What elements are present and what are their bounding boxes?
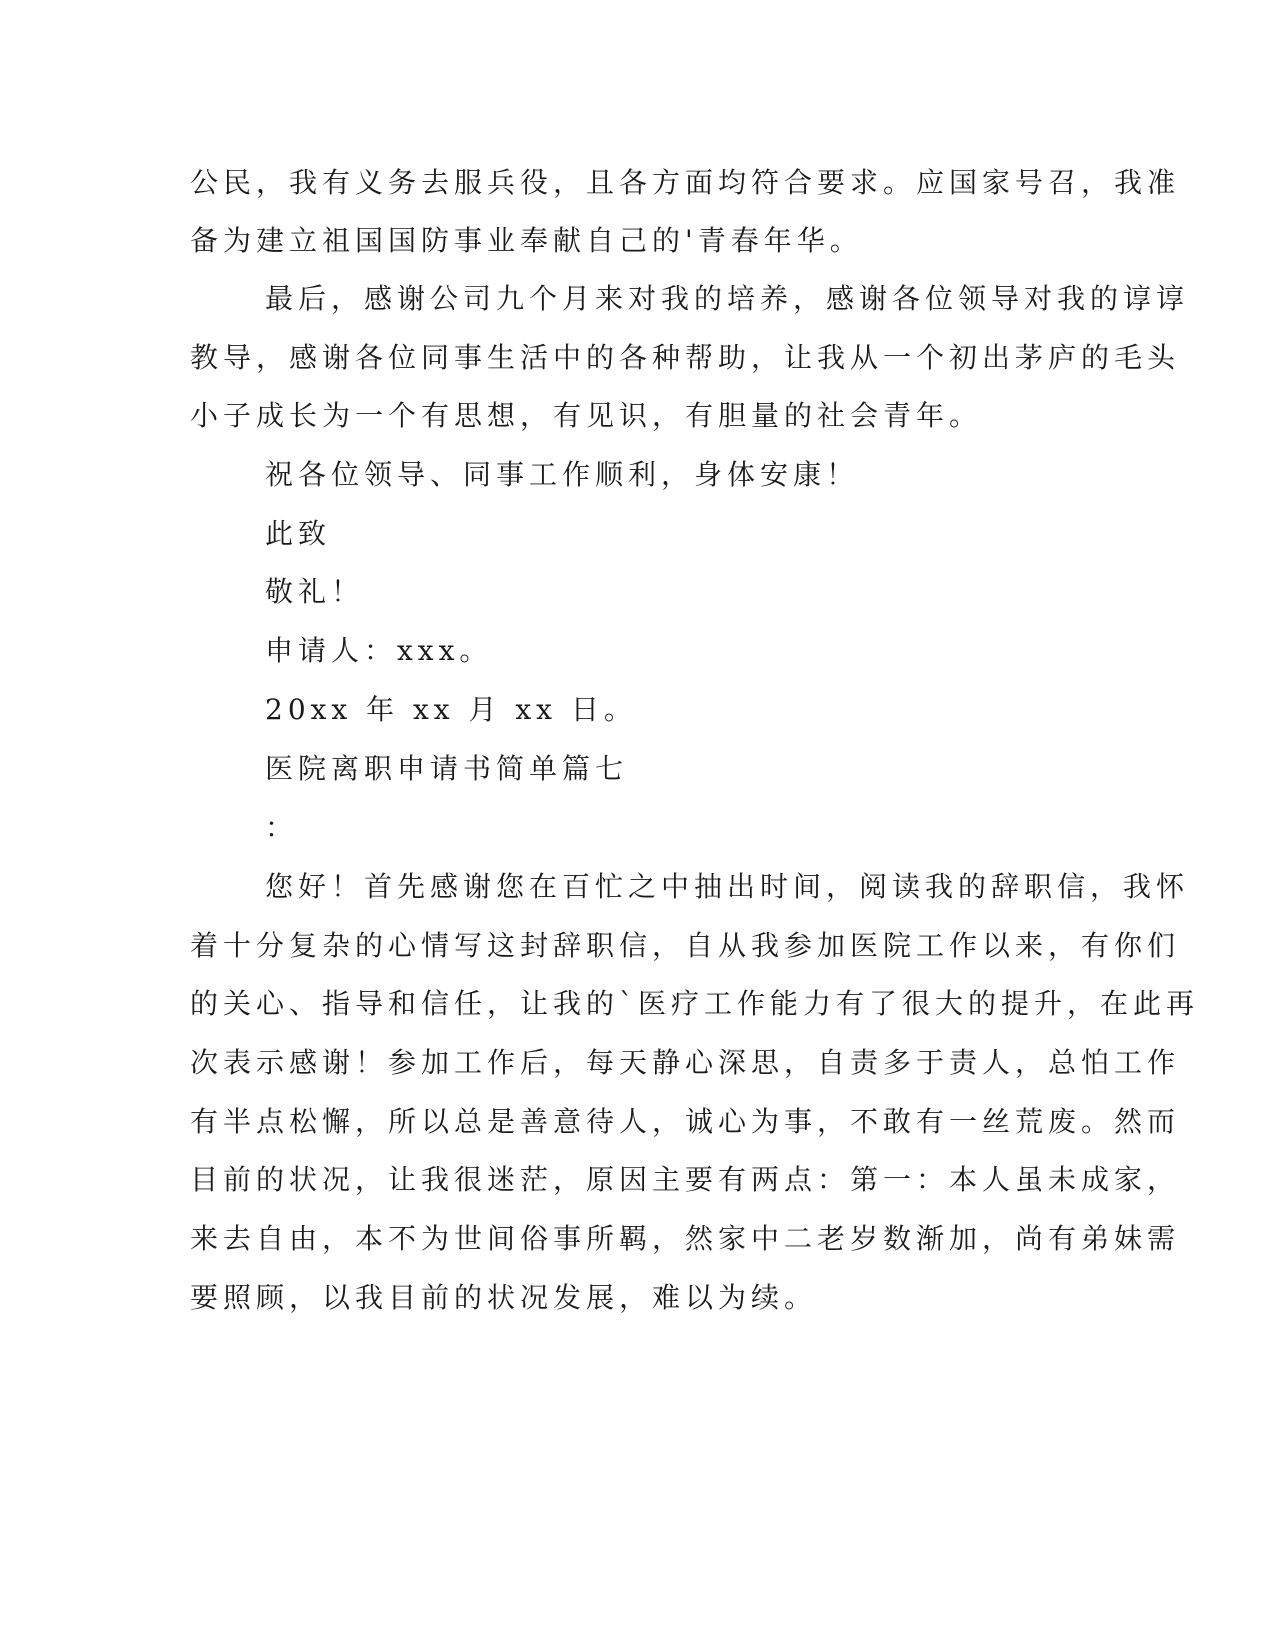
date-line: 20xx 年 xx 月 xx 日。 xyxy=(265,693,637,726)
paragraph-line: 要照顾，以我目前的状况发展，难以为续。 xyxy=(190,1281,818,1314)
paragraph-line: 次表示感谢！参加工作后，每天静心深思，自责多于责人，总怕工作 xyxy=(190,1046,1181,1079)
paragraph-line: 最后，感谢公司九个月来对我的培养，感谢各位领导对我的谆谆 xyxy=(265,282,1190,315)
salutation-line: 敬礼！ xyxy=(265,575,365,608)
paragraph-line: 有半点松懈，所以总是善意待人，诚心为事，不敢有一丝荒废。然而 xyxy=(190,1105,1181,1138)
paragraph-line: 您好！首先感谢您在百忙之中抽出时间，阅读我的辞职信，我怀 xyxy=(265,870,1190,903)
closing-wish: 祝各位领导、同事工作顺利，身体安康！ xyxy=(265,458,860,491)
salutation-line: 此致 xyxy=(265,517,332,550)
paragraph-line: 备为建立祖国国防事业奉献自己的'青春年华。 xyxy=(190,224,863,257)
paragraph-line: 来去自由，本不为世间俗事所羁，然家中二老岁数渐加，尚有弟妹需 xyxy=(190,1222,1181,1255)
paragraph-line: 着十分复杂的心情写这封辞职信，自从我参加医院工作以来，有你们 xyxy=(190,929,1181,962)
paragraph-line: 目前的状况，让我很迷茫，原因主要有两点：第一：本人虽未成家， xyxy=(190,1163,1181,1196)
paragraph-line: 教导，感谢各位同事生活中的各种帮助，让我从一个初出茅庐的毛头 xyxy=(190,341,1181,374)
paragraph-line: 小子成长为一个有思想，有见识，有胆量的社会青年。 xyxy=(190,399,983,432)
paragraph-line: 公民，我有义务去服兵役，且各方面均符合要求。应国家号召，我准 xyxy=(190,166,1181,199)
paragraph-line: 的关心、指导和信任，让我的`医疗工作能力有了很大的提升，在此再 xyxy=(190,987,1200,1020)
recipient-line: ： xyxy=(265,811,299,844)
applicant-line: 申请人：xxx。 xyxy=(265,634,493,667)
section-heading: 医院离职申请书简单篇七 xyxy=(265,752,629,785)
